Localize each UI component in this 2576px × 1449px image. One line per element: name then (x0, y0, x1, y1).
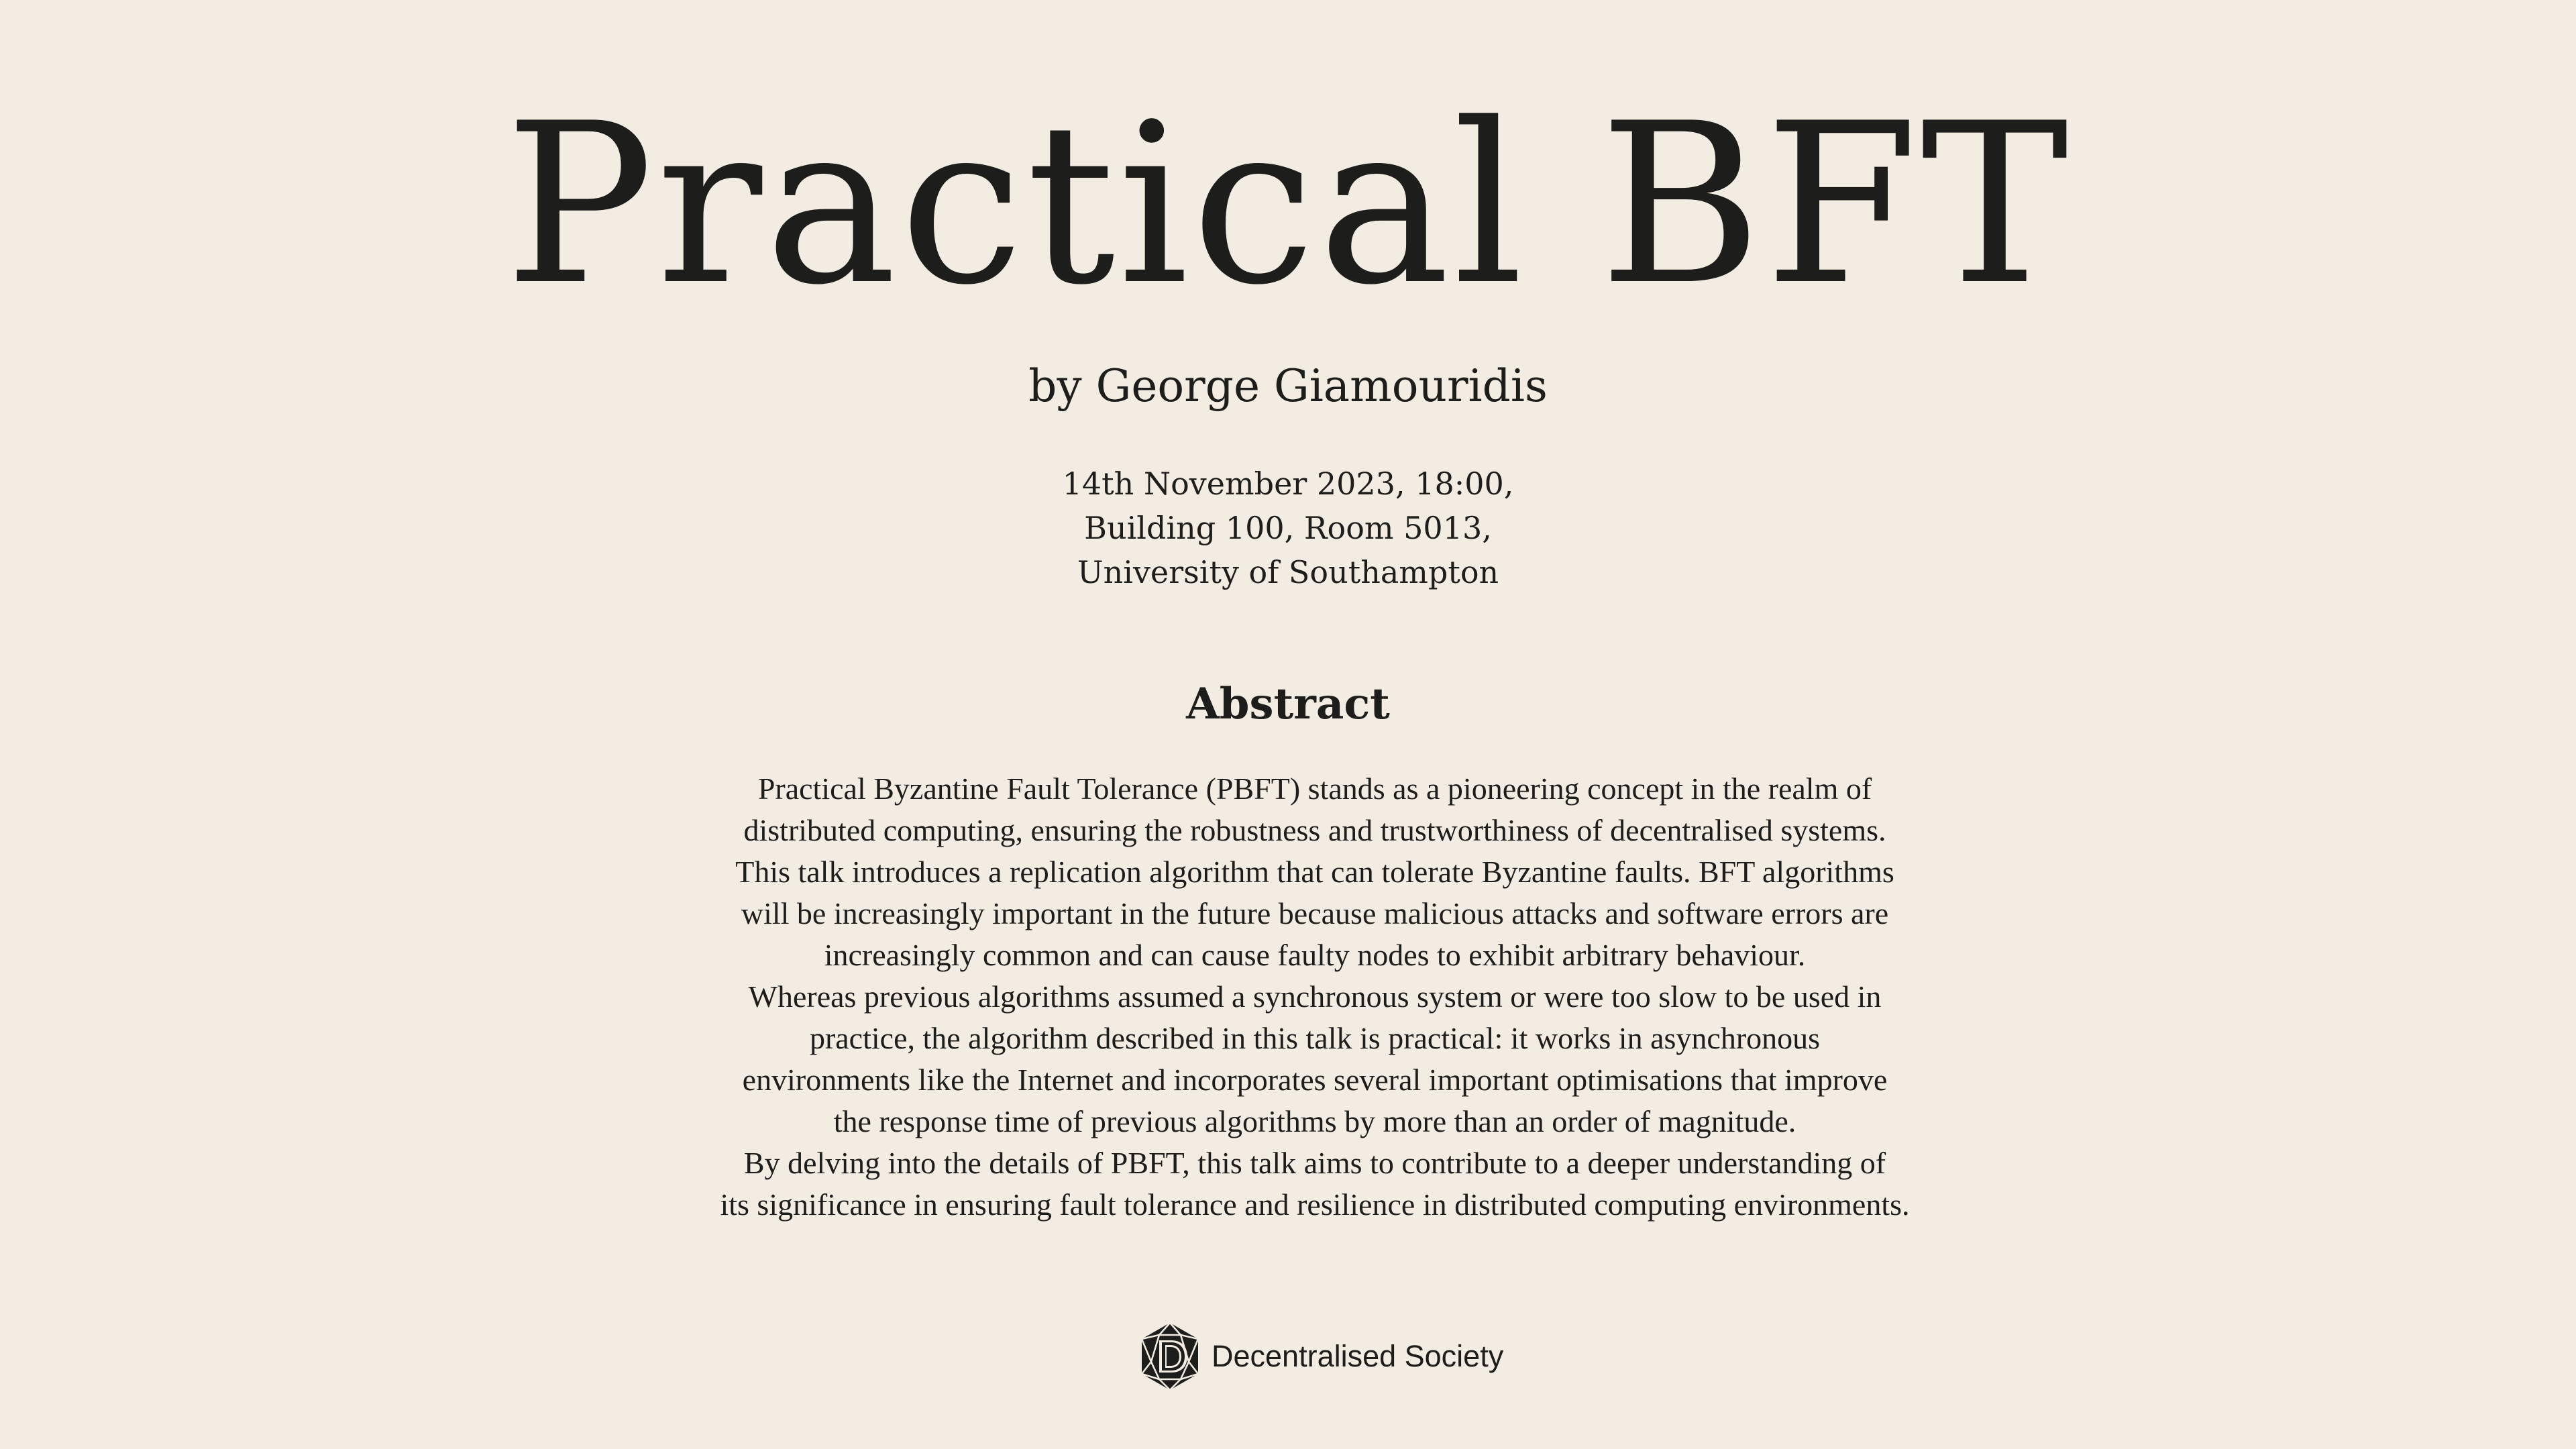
organization-name: Decentralised Society (1212, 1339, 1504, 1373)
abstract-line: This talk introduces a replication algorithm that can tolerate Byzantine faults. BFT algorithms (735, 855, 1894, 889)
organization-footer (1136, 1319, 1503, 1394)
poster-title: Practical BFT (504, 76, 2072, 333)
abstract-text (590, 768, 2039, 1226)
abstract-line: increasingly common and can cause faulty nodes to exhibit arbitrary behaviour. (824, 938, 1806, 972)
event-date-time: 14th November 2023, 18:00, (1062, 466, 1514, 502)
decentralised-society-logo-icon (1136, 1322, 1203, 1391)
event-details (0, 462, 2576, 594)
abstract-line: practice, the algorithm described in this talk is practical: it works in asynchronous (809, 1021, 1821, 1055)
abstract-heading: Abstract (1186, 679, 1390, 729)
abstract-line: Whereas previous algorithms assumed a synchronous system or were too slow to be used in (748, 979, 1882, 1014)
abstract-line: distributed computing, ensuring the robustness and trustworthiness of decentralised systems. (743, 813, 1886, 847)
event-room: Building 100, Room 5013, (1084, 510, 1492, 546)
abstract-line: Practical Byzantine Fault Tolerance (PBFT) stands as a pioneering concept in the realm of (757, 771, 1872, 806)
event-venue: University of Southampton (1077, 554, 1499, 590)
abstract-line: environments like the Internet and incorporates several important optimisations that improve (742, 1063, 1888, 1097)
abstract-line: will be increasingly important in the future because malicious attacks and software errors are (741, 896, 1889, 930)
abstract-line: the response time of previous algorithms by more than an order of magnitude. (833, 1104, 1796, 1138)
abstract-line: By delving into the details of PBFT, this talk aims to contribute to a deeper understanding of (743, 1146, 1886, 1180)
abstract-line: its significance in ensuring fault tolerance and resilience in distributed computing environments. (720, 1187, 1910, 1222)
speaker-name: by George Giamouridis (1028, 360, 1548, 412)
